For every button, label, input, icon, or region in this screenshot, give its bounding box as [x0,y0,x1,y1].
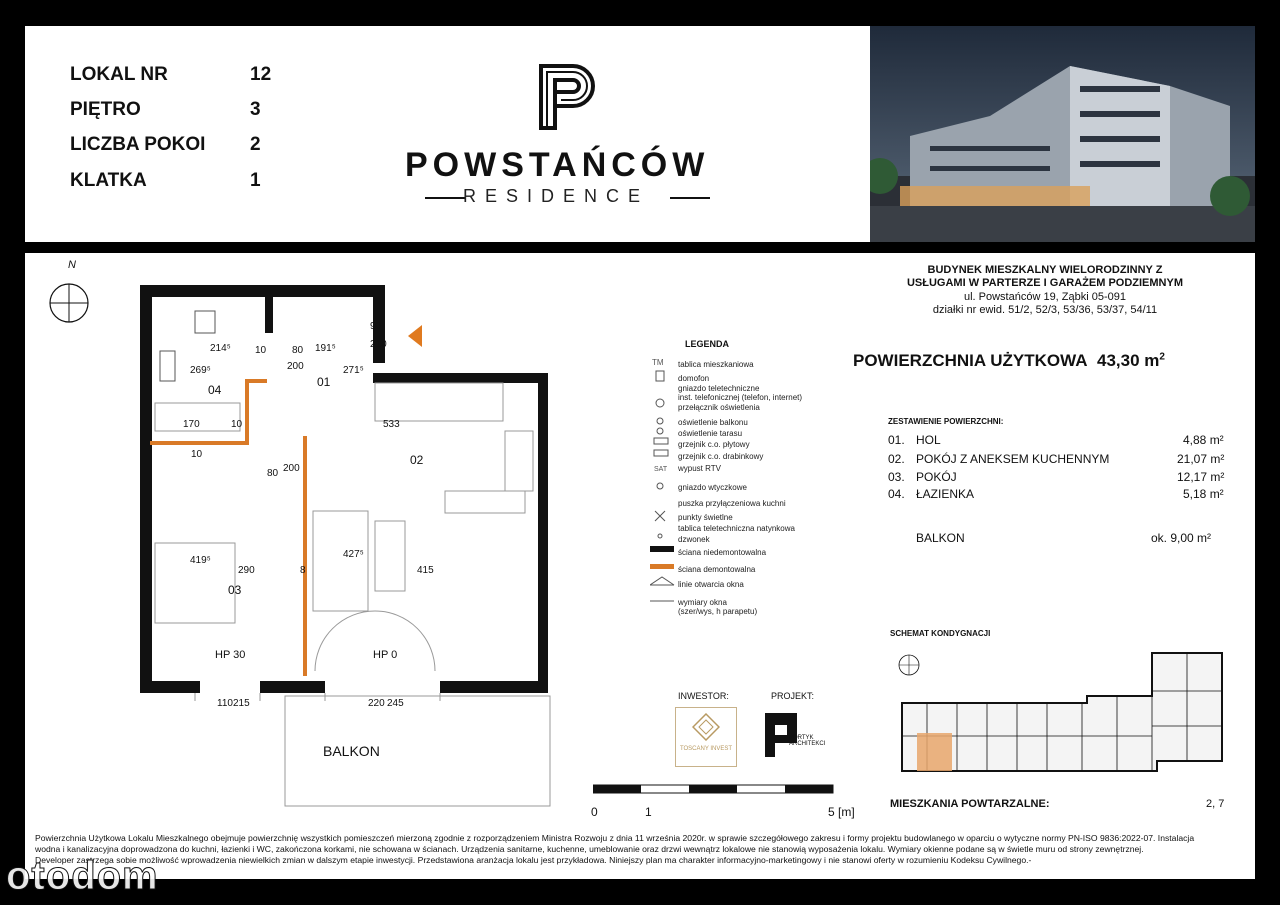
legend-item: ściana demontowalna [678,565,756,574]
legend-item: ściana niedemontowalna [678,548,767,557]
repeat-label: MIESZKANIA POWTARZALNE: [890,798,1050,810]
investor-name: TOSCANY INVEST [679,746,733,752]
balcony-label: BALKON [323,743,380,759]
brand-name: POWSTAŃCÓW [405,146,710,184]
legend-item: domofon [678,374,710,383]
dimension: 10 [255,345,267,356]
info-value: 1 [250,170,261,191]
dimension: 110 [217,698,233,709]
dimension: 210 [370,339,387,350]
area-title-text: POWIERZCHNIA UŻYTKOWA [853,351,1088,370]
threshold-label: HP 0 [373,649,398,661]
legend-item: grzejnik c.o. płytowy [678,440,750,449]
dimension: 80 [267,468,279,479]
dimension: 90 [370,321,382,332]
legend-symbols [650,353,676,623]
area-value: 21,07 m² [1177,452,1225,466]
legend-item: dzwonek [678,535,710,544]
floor-plan [135,281,575,811]
dimension: 10 [191,449,203,460]
main-panel [25,253,1255,879]
svg-text:SAT: SAT [654,466,668,473]
repeat-value: 2, 7 [1206,798,1225,810]
scale-bar [593,783,838,797]
scale-tick: 1 [645,805,652,819]
dimension: 214⁵ [210,343,231,354]
legend-item: grzejnik c.o. drabinkowy [678,452,764,461]
threshold-label: HP 30 [215,649,246,661]
footer-line: wodna i kanalizacyjna doprowadzona do kuchni, łazienki i WC, zakończona korkami, nie schowana w ścianach. Urządzenia sanitarne, kuchenne, umeblowanie oraz drzwi wewnątrz lokalowe nie stanowią wyposażenia lokalu. Wymiary okienne podane są w świetle muru od strony zewnętrznej. [35,844,1144,854]
compass-icon [47,281,91,325]
dimension: 419⁵ [190,555,211,566]
legend-item: oświetlenie tarasu [678,429,743,438]
legend-item: wypust RTV [678,464,721,473]
brand-logo-icon [537,62,601,130]
legend-item: gniazdo wtyczkowe [678,483,747,492]
room-label: 03 [228,583,242,597]
dimension: 170 [183,419,200,430]
investor-label: INWESTOR: [678,691,729,701]
scale-tick: 5 [m] [828,805,855,819]
balcony-area-label: BALKON [916,531,965,545]
dimension: 245 [387,698,404,709]
area-value: 43,30 m [1096,351,1160,370]
dimension: 80 [292,345,304,356]
brand-sub: RESIDENCE [463,186,650,206]
legend-item: tablica teletechniczna natynkowa [678,524,795,533]
dimension: 10 [231,419,243,430]
project-name: PORTYK ARCHITEKCI [789,735,826,747]
dimension: 271⁵ [343,365,364,376]
area-no: 01. [888,433,905,447]
info-label: PIĘTRO [70,99,141,120]
room-label: 02 [410,453,424,467]
dimension: 200 [287,361,304,372]
building-address: ul. Powstańców 19, Ząbki 05-091 [963,291,1127,303]
building-line1: BUDYNEK MIESZKALNY WIELORODZINNY Z [927,264,1163,276]
dimension: 290 [238,565,255,576]
area-name: POKÓJ [916,470,957,484]
area-value: 12,17 m² [1177,470,1225,484]
divider [425,197,465,199]
divider [670,197,710,199]
balcony-area-value: ok. 9,00 m² [1151,531,1212,545]
room-label: 01 [317,375,331,389]
area-title [853,351,1165,371]
legend-item: linie otwarcia okna [678,580,744,589]
legend-item: przełącznik oświetlenia [678,403,760,412]
entrance-arrow-icon [408,325,422,347]
info-value: 12 [250,64,272,85]
area-name: ŁAZIENKA [916,487,975,501]
dimension: 427⁵ [343,549,364,560]
watermark: otodom [6,854,159,898]
legend-item: tablica mieszkaniowa [678,360,754,369]
dimension: 200 [283,463,300,474]
legend-title: LEGENDA [685,339,730,349]
area-name: HOL [916,433,941,447]
legend-item: punkty świetlne [678,513,733,522]
scale-tick: 0 [591,805,598,819]
floor-schema [887,641,1249,781]
footer-line: Developer zastrzega sobie możliwość wprowadzenia niewielkich zmian w dalszym etapie inwestycji. Przedstawiona aranżacja lokalu jest przykładowa. Niniejszy plan ma charakter informacyjno-marketingowy i nie stanowi oferty w rozumieniu Kodeksu Cywilnego.- [35,855,1032,865]
area-name: POKÓJ Z ANEKSEM KUCHENNYM [916,452,1110,466]
info-label: LICZBA POKOI [70,134,206,155]
dimension: 533 [383,419,400,430]
header-panel [25,26,1255,242]
project-logo [765,713,825,763]
info-label: LOKAL NR [70,64,168,85]
legend-item: (szer/wys, h parapetu) [678,607,758,616]
footer-line: Powierzchnia Użytkowa Lokalu Mieszkalnego obejmuje powierzchnię wszystkich pomieszczeń mierzoną zgodnie z rozporządzeniem Ministra Rozwoju z dnia 11 września 2020r. w sprawie szczegółowego zakresu i formy projektu budowlanego w oparciu o wytyczne normy PN-ISO 9836:2022-07. Instalacja [35,833,1195,843]
building-line2: USŁUGAMI W PARTERZE I GARAŻEM PODZIEMNYM [906,277,1183,289]
legend-item: inst. telefonicznej (telefon, internet) [678,393,803,402]
north-label: N [68,259,76,271]
diamond-logo-icon [692,713,720,741]
schema-title: SCHEMAT KONDYGNACJI [890,629,991,638]
areas-list-title: ZESTAWIENIE POWIERZCHNI: [888,417,1004,426]
legend-item: oświetlenie balkonu [678,418,748,427]
area-no: 04. [888,487,905,501]
info-label: KLATKA [70,170,147,191]
dimension: 220 [368,698,385,709]
dimension: 269⁵ [190,365,211,376]
area-value: 5,18 m² [1183,487,1224,501]
area-value: 4,88 m² [1183,433,1224,447]
project-label: PROJEKT: [771,691,815,701]
legend-item: wymiary okna [678,598,727,607]
room-label: 04 [208,383,222,397]
investor-logo [675,707,737,767]
dimension: 8 [300,565,306,576]
legend-item: gniazdo teletechniczne [678,384,760,393]
info-value: 2 [250,134,261,155]
dimension: 415 [417,565,434,576]
footer-disclaimer [35,833,1245,866]
area-no: 02. [888,452,905,466]
info-value: 3 [250,99,261,120]
building-render-image [870,26,1255,242]
dimension: 191⁵ [315,343,336,354]
legend-item: puszka przyłączeniowa kuchni [678,499,786,508]
area-no: 03. [888,470,905,484]
dimension: 215 [233,698,250,709]
building-plots: działki nr ewid. 51/2, 52/3, 53/36, 53/37, 54/11 [932,304,1158,316]
area-unit-sup: 2 [1159,351,1165,363]
svg-text:TM: TM [652,358,664,367]
